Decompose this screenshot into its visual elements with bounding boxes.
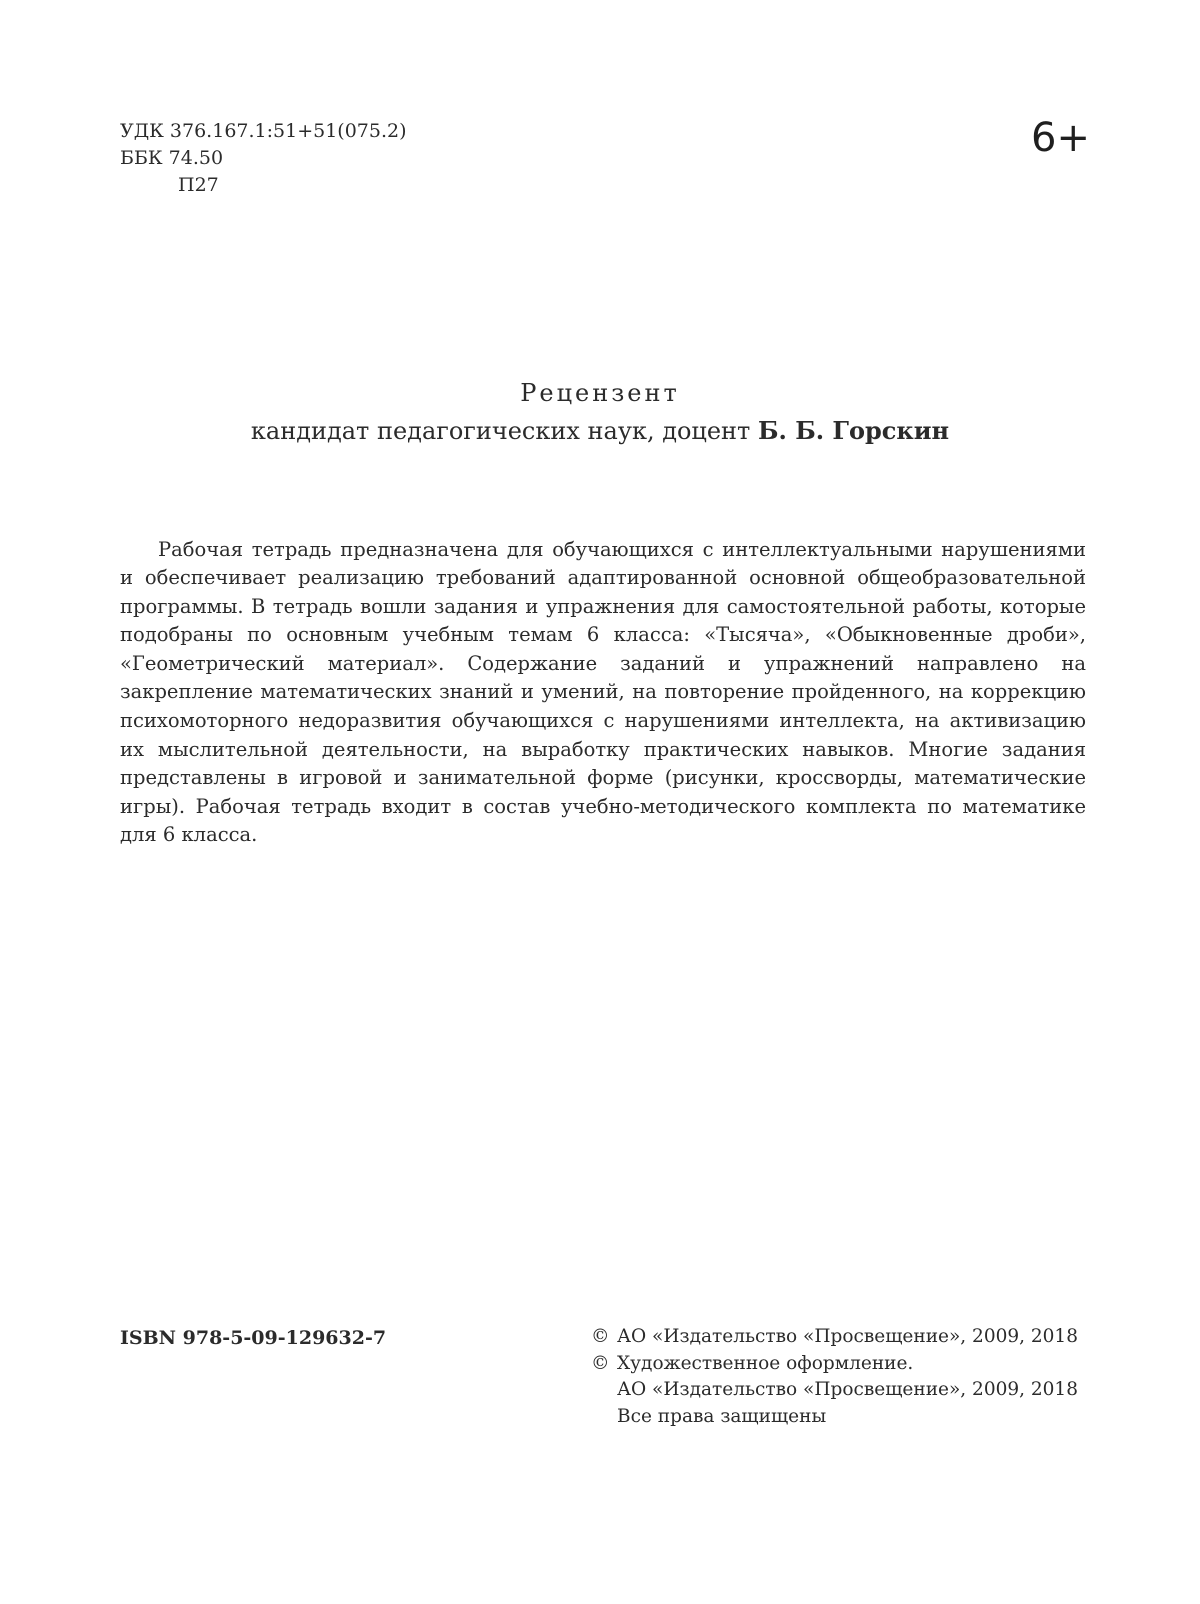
copyright-line-design <box>591 1351 1078 1378</box>
copyright-symbol: © <box>591 1326 610 1347</box>
isbn-number: ISBN 978-5-09-129632-7 <box>120 1327 387 1349</box>
copyright-design-publisher: АО «Издательство «Просвещение», 2009, 2018 <box>617 1379 1078 1400</box>
copyright-block <box>591 1324 1078 1430</box>
catalog-codes <box>120 118 407 199</box>
age-rating-badge: 6+ <box>1031 115 1090 161</box>
reviewer-heading: Рецензент <box>520 379 680 407</box>
reviewer-block <box>0 376 1200 448</box>
copyright-design-text: Художественное оформление. <box>617 1352 914 1374</box>
copyright-symbol: © <box>591 1352 610 1374</box>
copyright-rights-reserved: Все права защищены <box>617 1405 827 1427</box>
copyright-publisher-text: АО «Издательство «Просвещение», 2009, 2018 <box>617 1326 1078 1347</box>
reviewer-name: Б. Б. Горскин <box>757 416 950 445</box>
copyright-line-publisher <box>591 1324 1078 1351</box>
udk-code: УДК 376.167.1:51+51(075.2) <box>120 120 407 142</box>
bbk-code: ББК 74.50 <box>120 147 224 169</box>
reviewer-credentials: кандидат педагогических наук, доцент <box>250 417 751 445</box>
reviewer-line <box>0 414 1200 448</box>
author-mark: П27 <box>178 174 219 196</box>
annotation-paragraph: Рабочая тетрадь предназначена для обучающихся с интеллектуальными нарушениями и обеспечивает реализацию требований адаптированной основной общеобразовательной программы. В тетрадь вошли задания и упражнения для самостоятельной работы, которые подобраны по основным учебным темам 6 класса: «Тысяча», «Обыкновенные дроби», «Геометрический материал». Содержание заданий и упражнений направлено на закрепление математических знаний и умений, на повторение пройденного, на коррекцию психомоторного недоразвития обучающихся с нарушениями интеллекта, на активизацию их мыслительной деятельности, на выработку практических навыков. Многие задания представлены в игровой и занимательной форме (рисунки, кроссворды, математические игры). Рабочая тетрадь входит в состав учебно-методического комплекта по математике для 6 класса. <box>120 537 1086 847</box>
